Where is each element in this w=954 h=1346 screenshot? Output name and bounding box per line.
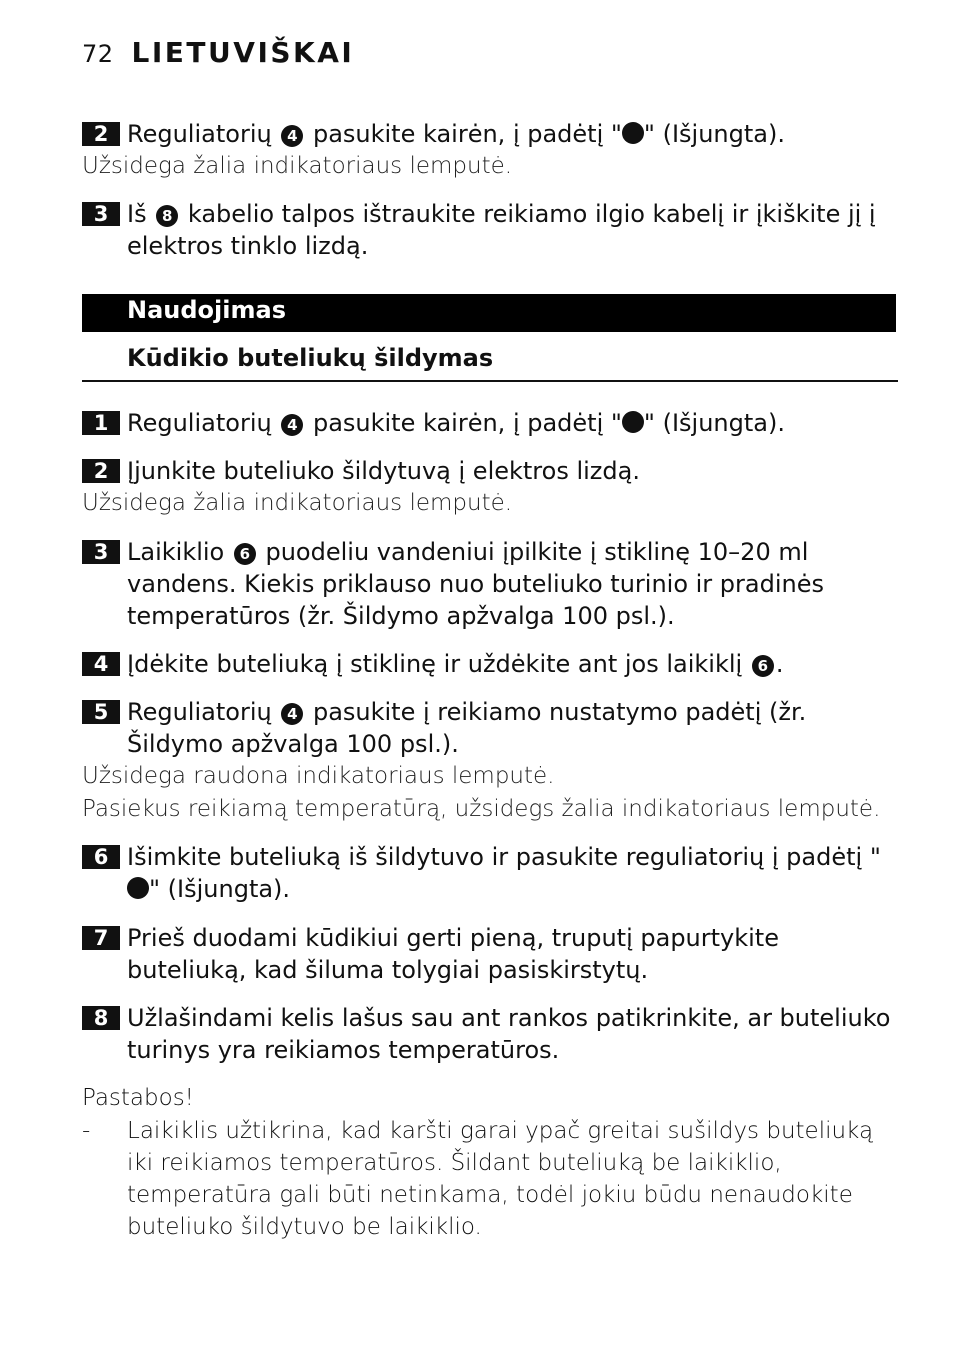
language-heading: LIETUVIŠKAI: [131, 36, 355, 69]
circled-number-icon: 6: [752, 655, 774, 677]
circled-number-icon: 4: [281, 414, 303, 436]
step-text: Reguliatorių 4 pasukite į reikiamo nustatymo padėtį (žr. Šildymo apžvalga 100 psl.).: [127, 698, 807, 758]
off-position-dot-icon: [127, 877, 149, 899]
step-text: Įjunkite buteliuko šildytuvą į elektros lizdą.: [127, 457, 640, 485]
subsection-heading: [82, 344, 898, 382]
step-text: Išimkite buteliuką iš šildytuvo ir pasukite reguliatorių į padėtį "" (Išjungta).: [127, 843, 881, 903]
off-position-dot-icon: [622, 411, 644, 433]
step-number-badge: 3: [82, 540, 120, 564]
step-8: [82, 1002, 896, 1066]
step-number-badge: 5: [82, 700, 120, 724]
off-position-dot-icon: [622, 122, 644, 144]
step-note: Pasiekus reikiamą temperatūrą, užsidegs žalia indikatoriaus lemputė.: [82, 796, 881, 822]
section-title: Naudojimas: [127, 296, 286, 324]
section-title-bar: [82, 294, 896, 332]
step-text: Reguliatorių 4 pasukite kairėn, į padėtį " " (Išjungta).: [127, 120, 785, 148]
remark-text: Laikiklis užtikrina, kad karšti garai ypač greitai sušildys buteliuką iki reikiamos temperatūros. Šildant buteliuką be laikiklio, temperatūra gali būti netinkama, todėl jokiu būdu nenaudokite buteliuko šildytuvo be laikiklio.: [127, 1118, 874, 1240]
top-step-3: [82, 198, 896, 262]
step-text: Iš 8 kabelio talpos ištraukite reikiamo ilgio kabelį ir įkiškite jį į elektros tinklo lizdą.: [127, 200, 876, 260]
circled-number-icon: 4: [281, 125, 303, 147]
remarks-title: Pastabos!: [82, 1085, 194, 1111]
step-text: Užlašindami kelis lašus sau ant rankos patikrinkite, ar buteliuko turinys yra reikiamos temperatūros.: [127, 1004, 891, 1064]
step-number-badge: 3: [82, 202, 120, 226]
step-7: [82, 922, 896, 986]
page-header: [82, 36, 354, 69]
step-number-badge: 6: [82, 845, 120, 869]
step-text: Reguliatorių 4 pasukite kairėn, į padėtį " " (Išjungta).: [127, 409, 785, 437]
step-note: Užsidega žalia indikatoriaus lemputė.: [82, 153, 513, 179]
step-2: [82, 455, 896, 520]
list-dash: -: [82, 1118, 91, 1144]
step-3: [82, 536, 896, 632]
top-step-2: [82, 118, 896, 183]
step-note: Užsidega žalia indikatoriaus lemputė.: [82, 490, 513, 516]
step-text: Prieš duodami kūdikiui gerti pieną, truputį papurtykite buteliuką, kad šiluma tolygiai pasiskirstytų.: [127, 924, 779, 984]
step-number-badge: 1: [82, 411, 120, 435]
circled-number-icon: 8: [156, 205, 178, 227]
step-text: Įdėkite buteliuką į stiklinę ir uždėkite ant jos laikiklį 6 .: [127, 650, 784, 678]
step-number-badge: 2: [82, 122, 120, 146]
circled-number-icon: 4: [281, 703, 303, 725]
remark-item: [82, 1115, 896, 1243]
remarks-section: [82, 1082, 896, 1243]
step-6: [82, 841, 896, 905]
step-number-badge: 7: [82, 926, 120, 950]
step-5: [82, 696, 896, 826]
step-number-badge: 2: [82, 459, 120, 483]
step-number-badge: 8: [82, 1006, 120, 1030]
step-1: [82, 407, 896, 439]
step-text: Laikiklio 6 puodeliu vandeniui įpilkite į stiklinę 10–20 ml vandens. Kiekis priklauso nuo buteliuko turinio ir pradinės temperatūros (žr. Šildymo apžvalga 100 psl.).: [127, 538, 824, 630]
subsection-title: Kūdikio buteliukų šildymas: [127, 344, 494, 372]
step-number-badge: 4: [82, 652, 120, 676]
step-4: [82, 648, 896, 680]
page-number: 72: [82, 40, 114, 68]
step-note: Užsidega raudona indikatoriaus lemputė.: [82, 763, 555, 789]
circled-number-icon: 6: [234, 543, 256, 565]
